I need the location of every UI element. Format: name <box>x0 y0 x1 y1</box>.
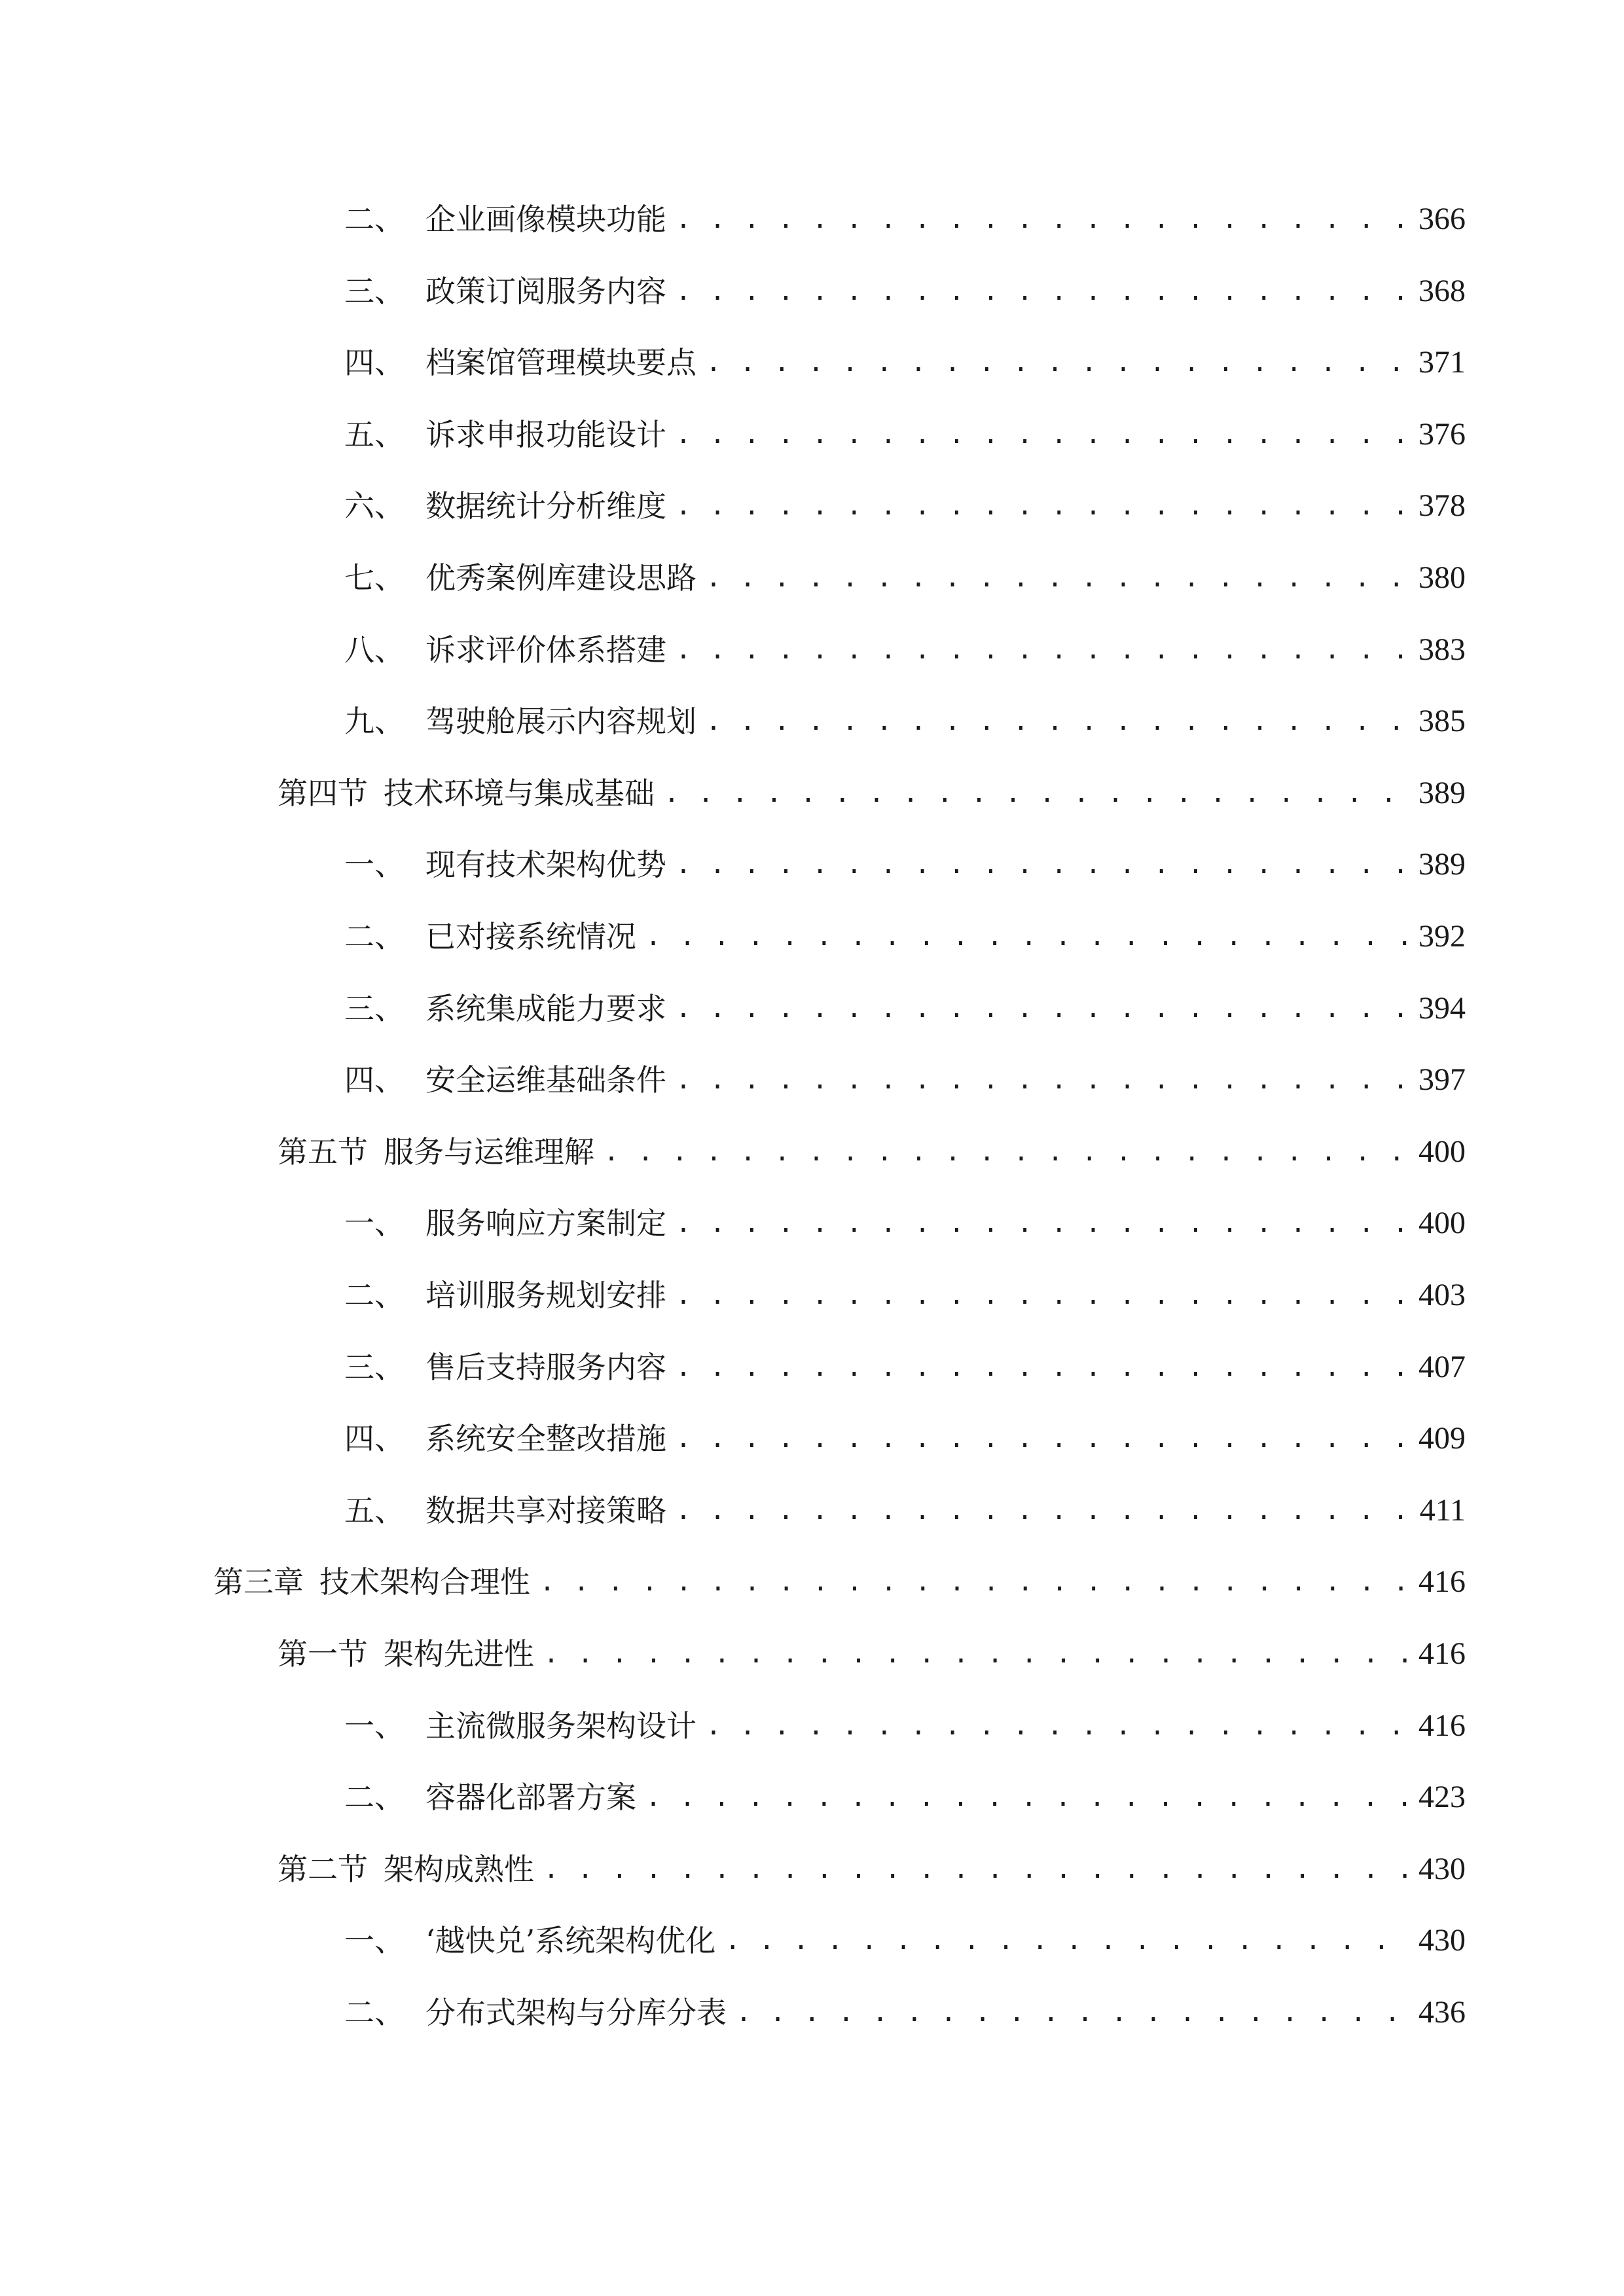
toc-entry-title: 架构成熟性 <box>384 1852 534 1887</box>
toc-entry-title: 企业画像模块功能 <box>425 202 666 237</box>
toc-entry[interactable] <box>344 336 1466 389</box>
toc-dot-leader <box>706 1700 1407 1752</box>
toc-page-number: 394 <box>1418 991 1466 1026</box>
toc-dot-leader <box>706 552 1407 604</box>
toc-page-number: 407 <box>1418 1350 1466 1384</box>
toc-entry-title: 数据共享对接策略 <box>425 1493 666 1528</box>
toc-entry-number: 三、 <box>344 1350 405 1385</box>
toc-entry-number: 第三章 <box>213 1564 304 1600</box>
toc-entry-title: 服务与运维理解 <box>384 1134 594 1170</box>
toc-page-number: 416 <box>1418 1708 1466 1743</box>
toc-entry[interactable] <box>344 838 1466 891</box>
toc-page-number: 385 <box>1418 704 1466 738</box>
toc-dot-leader <box>676 1341 1407 1393</box>
toc-dot-leader <box>676 1269 1407 1321</box>
toc-dot-leader <box>676 265 1407 317</box>
toc-entry-number: 一、 <box>344 1206 405 1241</box>
toc-entry[interactable] <box>344 408 1466 461</box>
toc-entry-title: 服务响应方案制定 <box>425 1206 666 1241</box>
toc-dot-leader <box>543 1843 1407 1895</box>
toc-entry-title: 诉求评价体系搭建 <box>425 632 666 668</box>
toc-entry-number: 第五节 <box>278 1134 368 1170</box>
toc-entry-number: 六、 <box>344 488 405 524</box>
toc-entry[interactable] <box>344 193 1466 245</box>
toc-entry-number: 一、 <box>344 1923 405 1958</box>
toc-entry-title: 档案馆管理模块要点 <box>425 345 696 380</box>
toc-entry-number: 四、 <box>344 1421 405 1456</box>
toc-dot-leader <box>706 336 1407 389</box>
toc-entry-title: 政策订阅服务内容 <box>425 274 666 309</box>
toc-dot-leader <box>676 1484 1408 1537</box>
toc-dot-leader <box>706 695 1407 747</box>
toc-page-number: 376 <box>1418 417 1466 452</box>
toc-entry-title: 数据统计分析维度 <box>425 488 666 524</box>
toc-entry[interactable] <box>344 910 1466 963</box>
toc-entry-number: 三、 <box>344 274 405 309</box>
toc-page-number: 416 <box>1418 1564 1466 1599</box>
toc-dot-leader <box>676 982 1407 1035</box>
toc-dot-leader <box>664 767 1407 819</box>
toc-entry-title: 容器化部署方案 <box>425 1780 636 1815</box>
toc-entry-title: 培训服务规划安排 <box>425 1278 666 1313</box>
toc-entry-title: 技术架构合理性 <box>319 1564 530 1600</box>
toc-entry[interactable] <box>344 265 1466 317</box>
toc-entry[interactable] <box>344 1341 1466 1393</box>
toc-entry-title: 优秀案例库建设思路 <box>425 560 696 596</box>
toc-entry-title: 驾驶舱展示内容规划 <box>425 704 696 739</box>
toc-dot-leader <box>725 1914 1407 1967</box>
toc-entry-number: 二、 <box>344 1995 405 2030</box>
toc-page-number: 436 <box>1418 1995 1466 2030</box>
toc-entry[interactable] <box>278 767 1466 819</box>
toc-page-number: 378 <box>1418 488 1466 523</box>
toc-dot-leader <box>736 1986 1407 2039</box>
toc-entry[interactable] <box>344 1771 1466 1823</box>
toc-entry-title: 系统安全整改措施 <box>425 1421 666 1456</box>
toc-entry[interactable] <box>278 1126 1466 1178</box>
toc-entry-number: 九、 <box>344 704 405 739</box>
toc-page-number: 416 <box>1418 1636 1466 1671</box>
toc-entry[interactable] <box>344 1197 1466 1249</box>
toc-entry-number: 四、 <box>344 345 405 380</box>
toc-page-number: 409 <box>1418 1421 1466 1456</box>
toc-page-number: 380 <box>1418 560 1466 595</box>
toc-entry-number: 一、 <box>344 847 405 882</box>
toc-dot-leader <box>676 1054 1407 1106</box>
toc-entry-title: 分布式架构与分库分表 <box>425 1995 727 2030</box>
toc-dot-leader <box>676 408 1407 461</box>
toc-page-number: 423 <box>1418 1780 1466 1814</box>
toc-entry[interactable] <box>344 1700 1466 1752</box>
toc-entry[interactable] <box>344 624 1466 676</box>
toc-entry-title: 主流微服务架构设计 <box>425 1708 696 1744</box>
toc-entry-number: 二、 <box>344 919 405 954</box>
toc-entry-title: 售后支持服务内容 <box>425 1350 666 1385</box>
toc-entry-number: 五、 <box>344 417 405 452</box>
toc-page-number: 403 <box>1418 1278 1466 1312</box>
toc-dot-leader <box>645 910 1407 963</box>
toc-entry[interactable] <box>344 1484 1466 1537</box>
toc-page-number: 368 <box>1418 274 1466 308</box>
toc-page-number: 371 <box>1418 345 1466 380</box>
toc-entry-title: 诉求申报功能设计 <box>425 417 666 452</box>
toc-page-number: 430 <box>1418 1852 1466 1886</box>
toc-entry[interactable] <box>278 1843 1466 1895</box>
toc-entry-number: 二、 <box>344 1780 405 1815</box>
toc-dot-leader <box>676 480 1407 532</box>
toc-entry-number: 一、 <box>344 1708 405 1744</box>
toc-entry[interactable] <box>344 982 1466 1035</box>
toc-dot-leader <box>539 1556 1407 1608</box>
toc-entry-number: 第四节 <box>278 776 368 811</box>
toc-page-number: 392 <box>1418 919 1466 954</box>
toc-entry-title: 技术环境与集成基础 <box>384 776 655 811</box>
toc-entry-number: 二、 <box>344 1278 405 1313</box>
toc-entry-title: 架构先进性 <box>384 1636 534 1672</box>
toc-dot-leader <box>676 624 1407 676</box>
toc-entry[interactable] <box>344 1986 1466 2039</box>
toc-entry[interactable] <box>344 695 1466 747</box>
toc-entry-number: 四、 <box>344 1062 405 1098</box>
toc-entry-title: 现有技术架构优势 <box>425 847 666 882</box>
toc-page-number: 389 <box>1418 776 1466 810</box>
toc-page-number: 430 <box>1418 1923 1466 1958</box>
toc-dot-leader <box>645 1771 1407 1823</box>
toc-entry-title: ‘越快兑’系统架构优化 <box>425 1923 716 1958</box>
toc-page-number: 389 <box>1418 847 1466 882</box>
toc-entry[interactable] <box>213 1556 1466 1608</box>
toc-entry[interactable] <box>344 480 1466 532</box>
toc-entry-number: 二、 <box>344 202 405 237</box>
toc-entry-number: 八、 <box>344 632 405 668</box>
toc-dot-leader <box>604 1126 1407 1178</box>
toc-page-number: 400 <box>1418 1134 1466 1169</box>
toc-entry[interactable] <box>344 1269 1466 1321</box>
toc-entry[interactable] <box>278 1628 1466 1680</box>
toc-page-number: 397 <box>1418 1062 1466 1097</box>
toc-dot-leader <box>676 838 1407 891</box>
toc-entry-number: 第二节 <box>278 1852 368 1887</box>
toc-dot-leader <box>543 1628 1407 1680</box>
toc-dot-leader <box>676 1412 1407 1465</box>
toc-page-number: 366 <box>1418 202 1466 236</box>
toc-entry-title: 安全运维基础条件 <box>425 1062 666 1098</box>
toc-entry[interactable] <box>344 552 1466 604</box>
toc-entry-title: 系统集成能力要求 <box>425 991 666 1026</box>
toc-entry[interactable] <box>344 1054 1466 1106</box>
toc-entry-number: 七、 <box>344 560 405 596</box>
toc-dot-leader <box>676 1197 1407 1249</box>
toc-page-number: 411 <box>1419 1493 1466 1528</box>
toc-dot-leader <box>676 193 1407 245</box>
toc-entry[interactable] <box>344 1412 1466 1465</box>
toc-entry-number: 五、 <box>344 1493 405 1528</box>
toc-entry-number: 第一节 <box>278 1636 368 1672</box>
toc-page-number: 383 <box>1418 632 1466 667</box>
toc-entry-number: 三、 <box>344 991 405 1026</box>
toc-entry[interactable] <box>344 1914 1466 1967</box>
toc-page-number: 400 <box>1418 1206 1466 1240</box>
toc-entry-title: 已对接系统情况 <box>425 919 636 954</box>
